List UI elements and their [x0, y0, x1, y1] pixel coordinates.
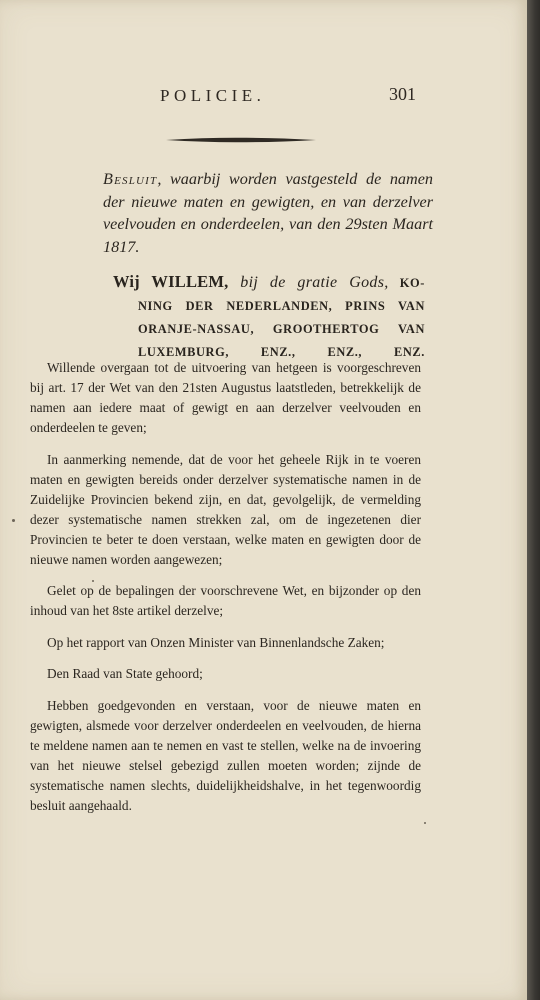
page-number: 301	[389, 84, 416, 104]
ornamental-rule	[166, 137, 316, 143]
proclamation-titles: NING DER NEDERLANDEN, PRINS VAN ORANJE-NASSAU, GROOTHERTOG VAN LUXEMBURG, ENZ., ENZ., ENZ.	[138, 299, 425, 359]
decree-title-text: , waarbij worden vastgesteld de namen der nieuwe maten en gewigten, en van derzelver veelvouden en onderdeelen, van den 29sten Maart 1817.	[103, 170, 433, 256]
paragraph-gelet-op: Gelet op de bepalingen der voorschrevene Wet, en bijzonder op den inhoud van het 8ste artikel derzelve;	[30, 583, 421, 618]
paragraph-willende: Willende overgaan tot de uitvoering van hetgeen is voorgeschreven bij art. 17 der Wet van den 21sten Augustus laatstleden, betrekkelijk de namen aan iedere maat of gewigt en aan derzelver veelvouden en onderdeelen te geven;	[30, 360, 421, 435]
paragraph-in-aanmerking: In aanmerking nemende, dat de voor het geheele Rijk in te voeren maten en gewigten bereids onder derzelver systematische namen in de Zuidelijke Provincien bekend zijn, en dat, gevolgelijk, de vermelding dezer systematische namen strekken zal, om de ingezetenen dier Provincien te beter te doen verstaan, welke maten en gewigten door de nieuwe namen worden aangewezen;	[30, 451, 421, 567]
paper-speck	[12, 519, 15, 522]
decree-title-lead: Besluit	[103, 170, 158, 188]
paragraph-raad-van-state: Den Raad van State gehoord;	[47, 666, 203, 681]
proclamation-king-name: Wij WILLEM,	[113, 272, 229, 291]
paragraph-op-het-rapport: Op het rapport van Onzen Minister van Binnenlandsche Zaken;	[47, 634, 385, 650]
page-edge-shadow	[527, 0, 540, 1000]
paragraph-hebben-goedgevonden: Hebben goedgevonden en verstaan, voor de nieuwe maten en gewigten, alsmede voor derzelver onderdeelen en veelvouden, de hierna te meldene namen aan te nemen en vast te stellen, welke na de invoering van het nieuwe stelsel gebezigd zullen moeten worden; zijnde de systematische namen slechts, duidelijkheidshalve, in het tegenwoordig besluit aangehaald.	[30, 697, 421, 813]
proclamation-first-line	[113, 270, 425, 295]
running-head: POLICIE.	[160, 86, 266, 105]
proclamation-grace-formula: bij de gratie Gods,	[228, 274, 389, 291]
decree-body	[30, 358, 421, 827]
proclamation-line-end: KO-	[388, 276, 425, 290]
decree-title	[103, 168, 433, 258]
paper-speck	[424, 822, 426, 824]
royal-proclamation	[113, 270, 425, 364]
paper-speck	[92, 580, 94, 582]
